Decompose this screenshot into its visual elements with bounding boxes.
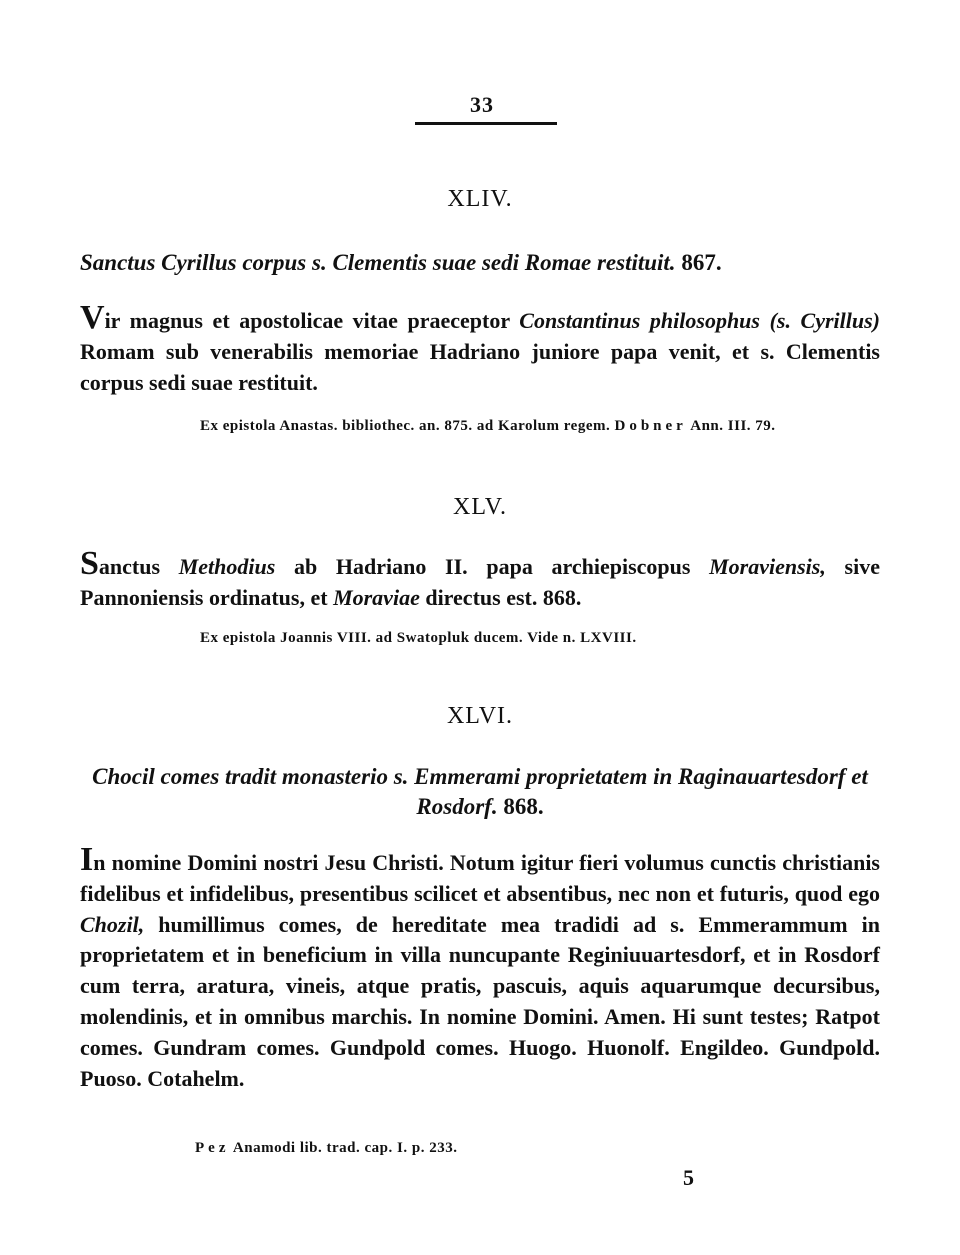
body-italic: Chozil, [80, 911, 145, 937]
citation-text: Ann. III. 79. [686, 418, 776, 434]
body-text: anctus [98, 554, 179, 579]
drop-cap: I [80, 841, 94, 878]
section-date: 867. [681, 250, 722, 275]
title-place: Raginauartesdorf [678, 764, 846, 789]
section-numeral-xlvi: XLVI. [446, 703, 514, 729]
section-body-xlvi [80, 841, 880, 1094]
header-rule [415, 122, 557, 125]
title-place: Rosdorf. [416, 794, 498, 819]
citation-text: Anamodi lib. trad. cap. I. p. 233. [229, 1140, 458, 1156]
citation-text: Ex epistola Anastas. bibliothec. an. 875. ad Karolum regem. [200, 418, 615, 434]
body-italic: Methodius [178, 554, 276, 579]
body-text: ir magnus et apostolicae vitae praeceptor [104, 308, 520, 333]
section-numeral-xliv: XLIV. [447, 186, 513, 212]
drop-cap: S [80, 545, 99, 582]
page-number: 33 [470, 92, 494, 117]
body-text: Romam sub venerabilis memoriae Hadriano juniore papa venit, et s. Clementis corpus sedi suae restituit. [80, 339, 880, 395]
citation-author: Pez [195, 1140, 230, 1156]
body-italic: Moraviae [333, 585, 420, 610]
body-italic: Moraviensis, [709, 554, 826, 579]
title-place: Romae [524, 250, 592, 275]
section-date: 868. [542, 585, 582, 610]
title-text: Chocil comes tradit monasterio s. Emmerami proprietatem in [92, 764, 679, 789]
body-text: directus est. [419, 585, 543, 610]
body-text: sive Pannoniensis ordinatus, et [80, 554, 880, 610]
drop-cap: V [80, 299, 105, 336]
source-citation-xlv: Ex epistola Joannis VIII. ad Swatopluk ducem. Vide n. LXVIII. [200, 630, 637, 646]
title-text: Sanctus Cyrillus corpus s. Clementis suae sedi [80, 250, 525, 275]
section-date: 868. [503, 794, 544, 819]
section-body-xlv [80, 545, 880, 613]
section-title-xlvi [80, 762, 880, 822]
section-title-xliv [80, 248, 880, 278]
body-italic: Constantinus philosophus [519, 308, 760, 333]
body-text: humillimus comes, de hereditate mea tradidi ad s. Emmerammum in proprietatem et in beneficium in villa nuncupante Reginiuuartesdorf, et in Rosdorf cum terra, aratura, vineis, atque pratis, pascuis, aquis aquarumque decursibus, molendinis, et in omnibus marchis. In nomine Domini. Amen. Hi sunt testes; Ratpot comes. Gundram comes. Gundpold comes. Huogo. Huonolf. Engildeo. Gundpold. Puoso. Cotahelm. [80, 911, 880, 1091]
body-text: ab Hadriano II. papa archiepiscopus [275, 554, 710, 579]
source-citation-xliv [200, 418, 776, 435]
title-text: et [845, 764, 868, 789]
signature-mark: 5 [683, 1165, 694, 1190]
title-text: restituit. [591, 250, 676, 275]
citation-author: Dobner [614, 418, 687, 434]
source-citation-xlvi [195, 1140, 457, 1157]
body-text: n nomine Domini nostri Jesu Christi. Notum igitur fieri volumus cunctis christianis fidelibus et infidelibus, presentibus scilicet et absentibus, nec non et futuris, quod ego [80, 850, 880, 906]
section-body-xliv [80, 299, 880, 398]
section-numeral-xlv: XLV. [452, 494, 508, 520]
body-italic: (s. Cyrillus) [769, 308, 880, 333]
